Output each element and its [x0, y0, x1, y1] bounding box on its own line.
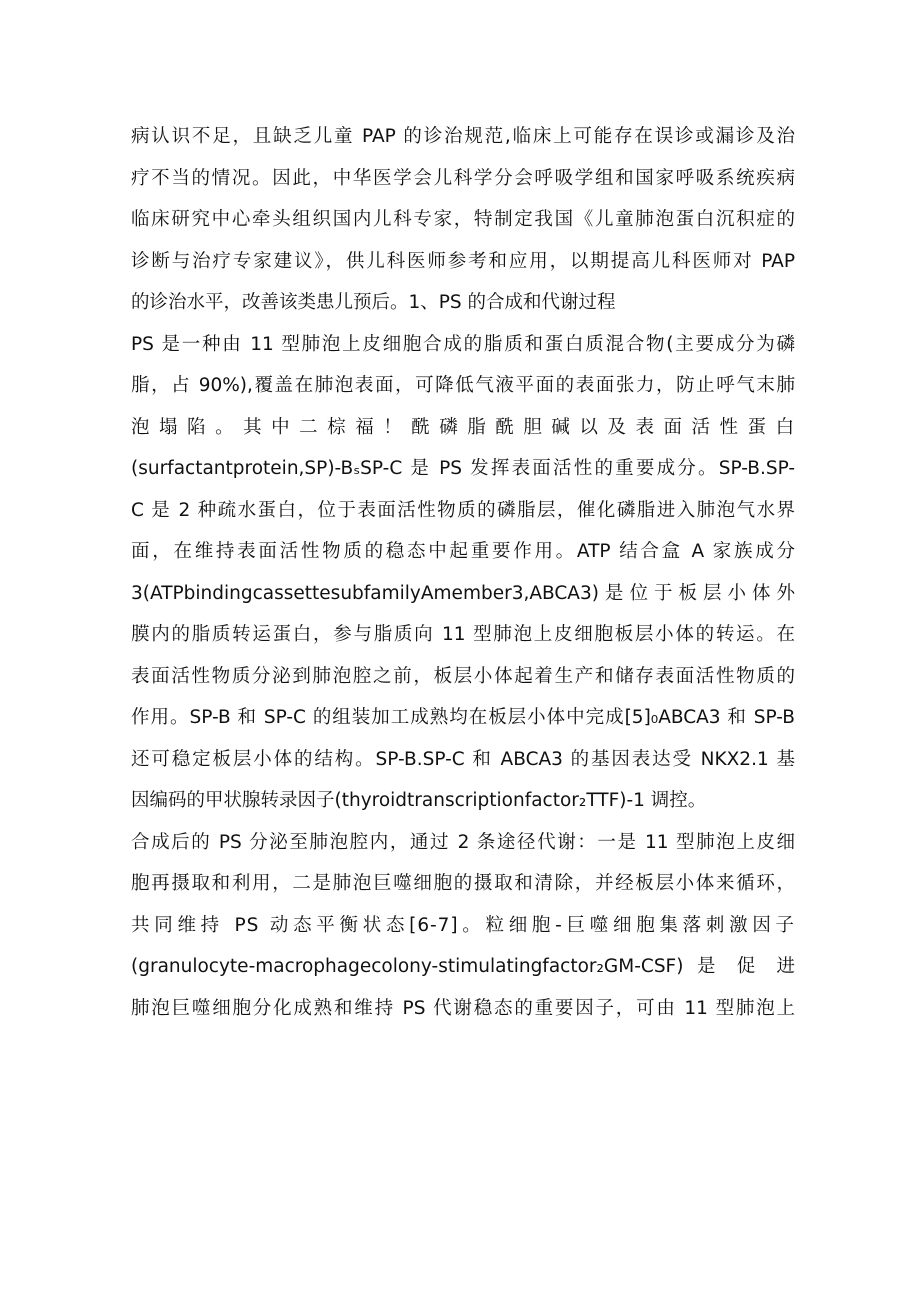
text-line: PS 是一种由 11 型肺泡上皮细胞合成的脂质和蛋白质混合物(主要成分为磷 — [131, 333, 795, 355]
text-line: 病认识不足，且缺乏儿童 PAP 的诊治规范,临床上可能存在误诊或漏诊及治 — [131, 126, 795, 147]
text-line: 泡塌陷。其中二棕福！酰磷脂酰胆碱以及表面活性蛋白 — [131, 416, 795, 438]
text-line: 还可稳定板层小体的结构。SP-B.SP-C 和 ABCA3 的基因表达受 NKX2.1 基 — [131, 748, 795, 770]
text-line: 诊断与治疗专家建议》，供儿科医师参考和应用，以期提高儿科医师对 PAP — [131, 250, 795, 272]
text-line: 胞再摄取和利用，二是肺泡巨噬细胞的摄取和清除，并经板层小体来循环， — [131, 873, 795, 894]
paragraph — [131, 324, 795, 822]
text-line: 作用。SP-B 和 SP-C 的组装加工成熟均在板层小体中完成[5]₀ABCA3 和 SP-B — [131, 707, 795, 728]
text-line: 膜内的脂质转运蛋白，参与脂质向 11 型肺泡上皮细胞板层小体的转运。在 — [131, 624, 795, 645]
text-line: 表面活性物质分泌到肺泡腔之前，板层小体起着生产和储存表面活性物质的 — [131, 665, 795, 687]
text-line: (surfactantprotein,SP)-BₛSP-C 是 PS 发挥表面活性的重要成分。SP-B.SP- — [131, 458, 795, 479]
text-line: 肺泡巨噬细胞分化成熟和维持 PS 代谢稳态的重要因子，可由 11 型肺泡上 — [131, 997, 795, 1019]
text-line: 疗不当的情况。因此，中华医学会儿科学分会呼吸学组和国家呼吸系统疾病 — [131, 167, 795, 189]
text-line: 共同维持 PS 动态平衡状态[6-7]。粒细胞-巨噬细胞集落刺激因子 — [131, 914, 795, 936]
text-line: 脂，占 90%),覆盖在肺泡表面，可降低气液平面的表面张力，防止呼气末肺 — [131, 375, 795, 396]
text-line: 临床研究中心牵头组织国内儿科专家，特制定我国《儿童肺泡蛋白沉积症的 — [131, 209, 795, 230]
text-line: 的诊治水平，改善该类患儿预后。1、PS 的合成和代谢过程 — [131, 292, 616, 313]
body-text — [131, 116, 795, 1029]
text-line: (granulocyte-macrophagecolony-stimulatingfactor₂GM-CSF) 是 促 进 — [131, 956, 795, 977]
text-line: 3(ATPbindingcassettesubfamilyAmember3,ABCA3)是位于板层小体外 — [131, 582, 795, 604]
paragraph — [131, 822, 795, 1030]
text-line: 合成后的 PS 分泌至肺泡腔内，通过 2 条途径代谢：一是 11 型肺泡上皮细 — [131, 831, 795, 853]
text-line: 面，在维持表面活性物质的稳态中起重要作用。ATP 结合盒 A 家族成分 — [131, 541, 795, 562]
text-line: 因编码的甲状腺转录因子(thyroidtranscriptionfactor₂TTF)-1 调控。 — [131, 790, 707, 811]
paragraph — [131, 116, 795, 324]
text-line: C 是 2 种疏水蛋白，位于表面活性物质的磷脂层，催化磷脂进入肺泡气水界 — [131, 499, 795, 521]
